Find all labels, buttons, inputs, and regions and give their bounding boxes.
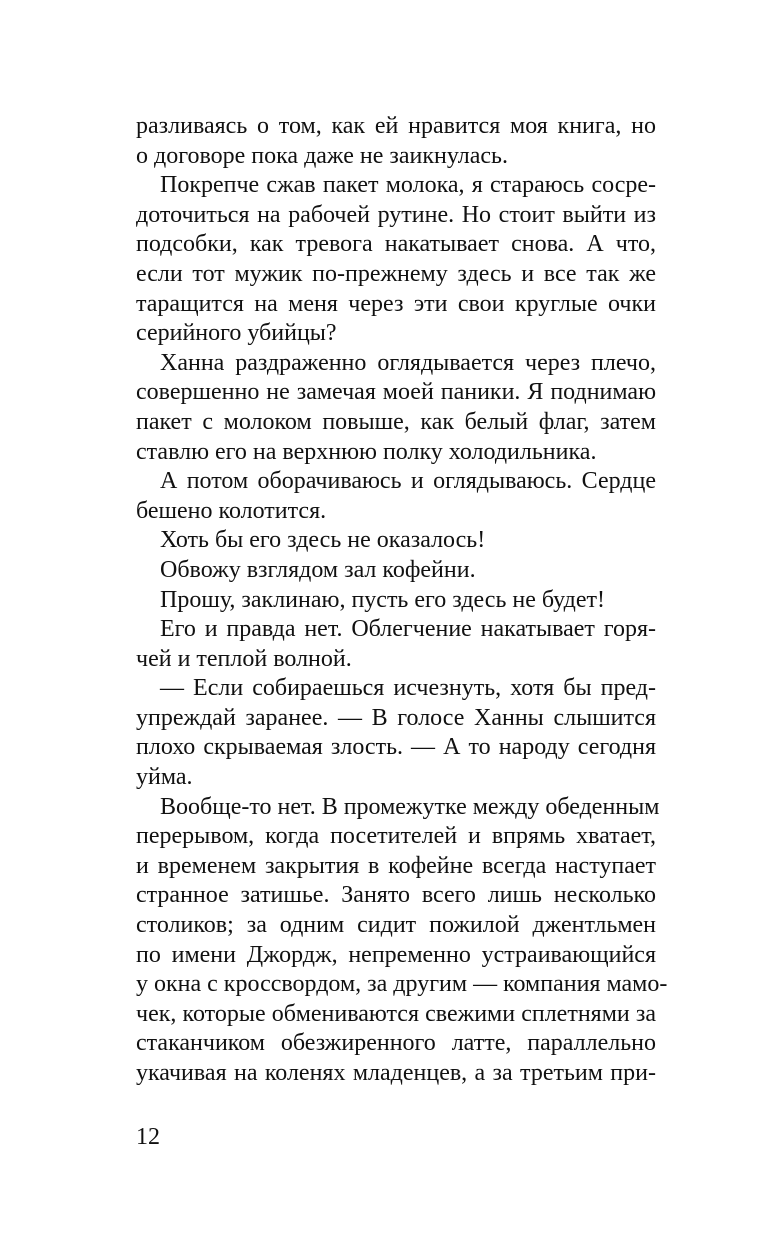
text-line: странное затишье. Занято всего лишь несколько bbox=[136, 882, 656, 909]
text-line: плохо скрываемая злость. — А то народу сегодня bbox=[136, 734, 656, 761]
text-line: — Если собираешься исчезнуть, хотя бы пред- bbox=[160, 675, 656, 702]
text-line: разливаясь о том, как ей нравится моя книга, но bbox=[136, 113, 656, 139]
text-line: укачивая на коленях младенцев, а за третьим при- bbox=[136, 1060, 656, 1086]
text-line: у окна с кроссвордом, за другим — компания мамо- bbox=[136, 971, 668, 998]
text-line: о договоре пока даже не заикнулась. bbox=[136, 142, 508, 169]
text-line: столиков; за одним сидит пожилой джентльмен bbox=[136, 912, 656, 939]
text-line: таращится на меня через эти свои круглые очки bbox=[136, 290, 656, 317]
body-text bbox=[136, 112, 668, 1089]
text-line: доточиться на рабочей рутине. Но стоит выйти из bbox=[136, 201, 656, 228]
text-line: Прошу, заклинаю, пусть его здесь не будет! bbox=[160, 586, 606, 613]
text-line: если тот мужик по-прежнему здесь и все так же bbox=[136, 260, 656, 287]
text-line: перерывом, когда посетителей и впрямь хватает, bbox=[136, 823, 656, 850]
text-line: и временем закрытия в кофейне всегда наступает bbox=[136, 852, 656, 879]
text-line: Вообще-то нет. В промежутке между обеденным bbox=[160, 793, 660, 820]
text-line: Его и правда нет. Облегчение накатывает горя- bbox=[160, 616, 656, 643]
text-line: Обвожу взглядом зал кофейни. bbox=[160, 556, 476, 583]
text-line: чей и теплой волной. bbox=[136, 645, 352, 672]
text-line: ставлю его на верхнюю полку холодильника. bbox=[136, 438, 597, 465]
text-line: серийного убийцы? bbox=[136, 320, 337, 347]
text-line: упреждай заранее. — В голосе Ханны слышится bbox=[136, 704, 656, 731]
page-number: 12 bbox=[136, 1124, 160, 1150]
text-line: А потом оборачиваюсь и оглядываюсь. Сердце bbox=[160, 468, 656, 495]
text-line: Покрепче сжав пакет молока, я стараюсь сосре- bbox=[160, 172, 656, 199]
text-line: совершенно не замечая моей паники. Я поднимаю bbox=[136, 379, 656, 406]
text-line: стаканчиком обезжиренного латте, параллельно bbox=[136, 1030, 656, 1057]
text-line: по имени Джордж, непременно устраивающийся bbox=[136, 941, 656, 968]
text-line: Хоть бы его здесь не оказалось! bbox=[160, 527, 486, 554]
text-line: Ханна раздраженно оглядывается через плечо, bbox=[160, 349, 656, 376]
text-line: бешено колотится. bbox=[136, 497, 327, 524]
text-line: чек, которые обмениваются свежими сплетнями за bbox=[136, 1000, 656, 1027]
text-line: подсобки, как тревога накатывает снова. А что, bbox=[136, 231, 656, 258]
text-line: уйма. bbox=[136, 764, 193, 791]
text-line: пакет с молоком повыше, как белый флаг, затем bbox=[136, 408, 656, 435]
